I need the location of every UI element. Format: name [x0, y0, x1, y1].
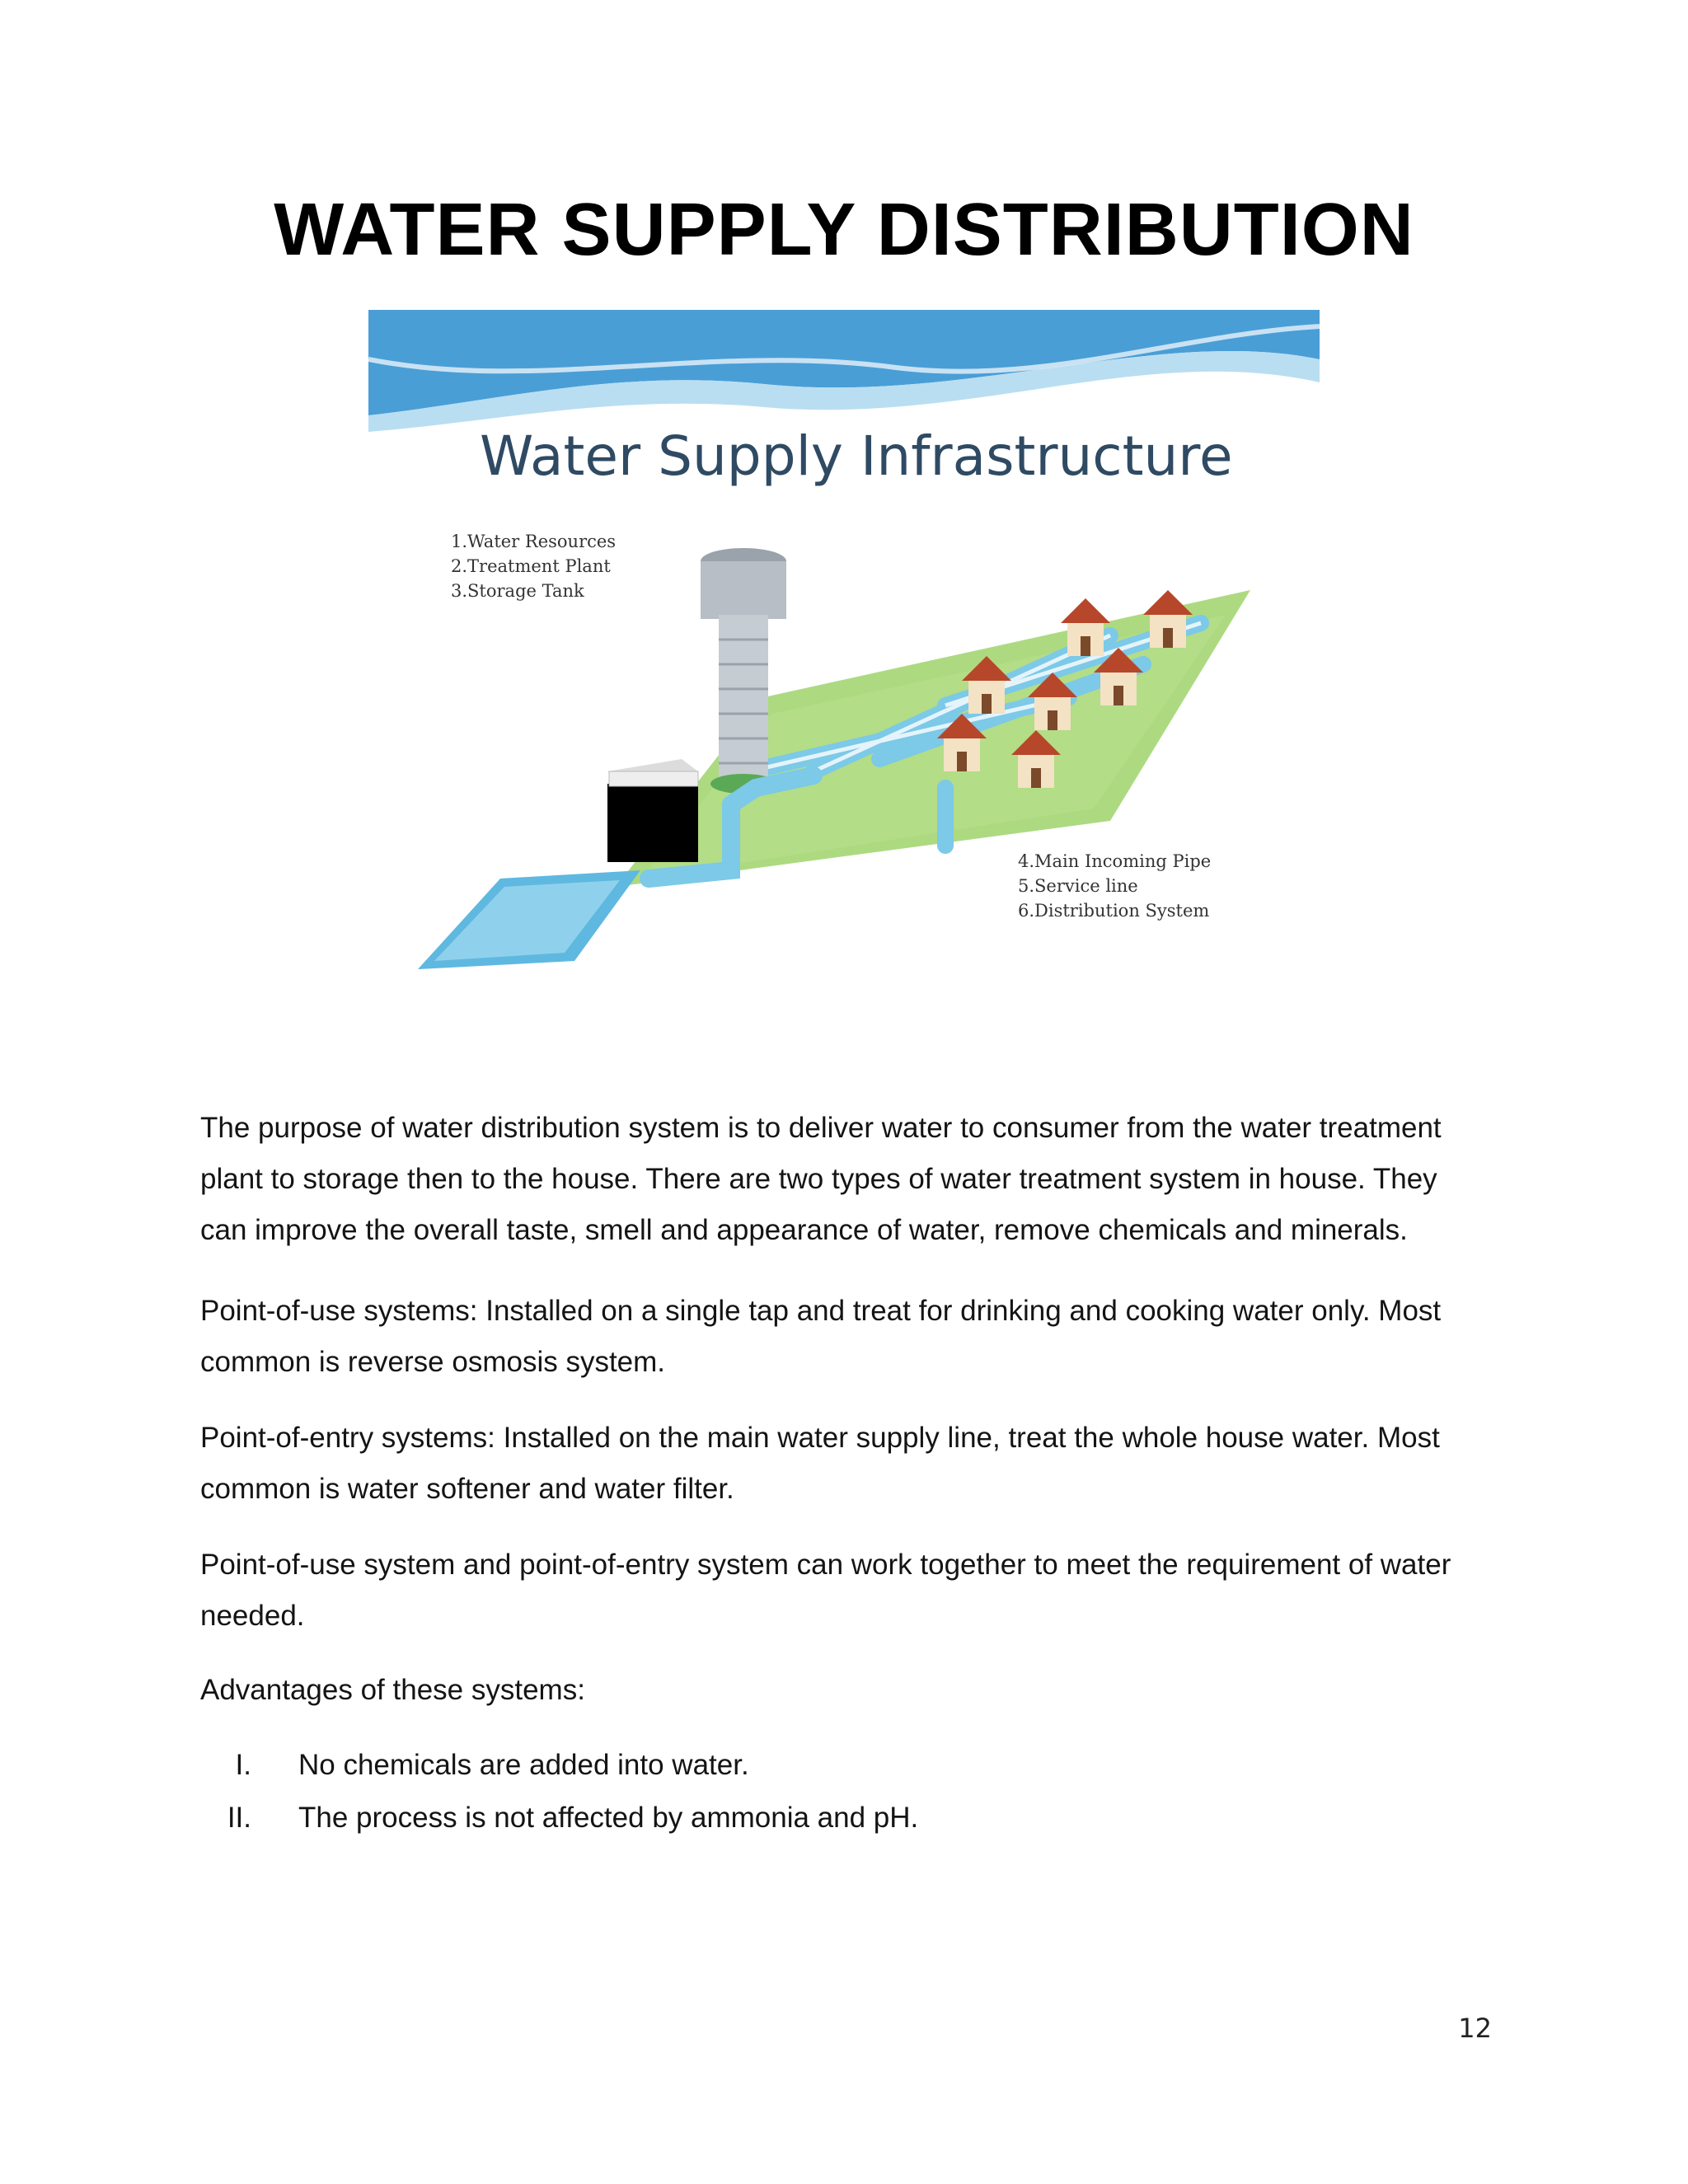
treatment-plant [607, 759, 698, 862]
paragraph-combined [200, 1540, 1490, 1642]
paragraph-text: Advantages of these systems: [200, 1674, 585, 1706]
advantages-list [200, 1739, 1490, 1844]
paragraph-point-of-entry [200, 1413, 1490, 1515]
list-item-text: The process is not affected by ammonia and pH. [298, 1802, 919, 1834]
list-item-number: II. [227, 1802, 251, 1834]
figure-label-storage-tank: 3.Storage Tank [451, 581, 584, 601]
list-item-text: No chemicals are added into water. [298, 1749, 749, 1781]
paragraph-text: The purpose of water distribution system is to deliver water to consumer from the water treatment plant to storage then to the house. There are two types of water treatment system in house. They can improve the overall taste, smell and appearance of water, remove chemicals and minerals. [200, 1112, 1442, 1246]
figure-label-main-incoming-pipe: 4.Main Incoming Pipe [1018, 851, 1212, 871]
page-title: WATER SUPPLY DISTRIBUTION [274, 189, 1414, 271]
list-item-number: I. [235, 1749, 251, 1781]
figure-label-distribution-system: 6.Distribution System [1018, 901, 1210, 921]
list-item [200, 1792, 1490, 1844]
paragraph-point-of-use [200, 1286, 1490, 1388]
page-number: 12 [1458, 2013, 1492, 2044]
figure-label-treatment-plant: 2.Treatment Plant [451, 556, 611, 576]
paragraph-purpose [200, 1103, 1490, 1256]
paragraph-text: Point-of-use systems: Installed on a single tap and treat for drinking and cooking water only. Most common is reverse osmosis system. [200, 1295, 1442, 1378]
paragraph-text: Point-of-use system and point-of-entry system can work together to meet the requirement of water needed. [200, 1549, 1451, 1632]
paragraph-text: Point-of-entry systems: Installed on the main water supply line, treat the whole house water. Most common is water softener and water filter. [200, 1422, 1440, 1505]
paragraph-advantages-heading [200, 1665, 1490, 1716]
water-supply-figure [368, 310, 1320, 1022]
figure-label-service-line: 5.Service line [1018, 876, 1138, 896]
list-item [200, 1739, 1490, 1792]
figure-label-water-resources: 1.Water Resources [451, 532, 617, 551]
figure-heading: Water Supply Infrastructure [480, 424, 1233, 488]
